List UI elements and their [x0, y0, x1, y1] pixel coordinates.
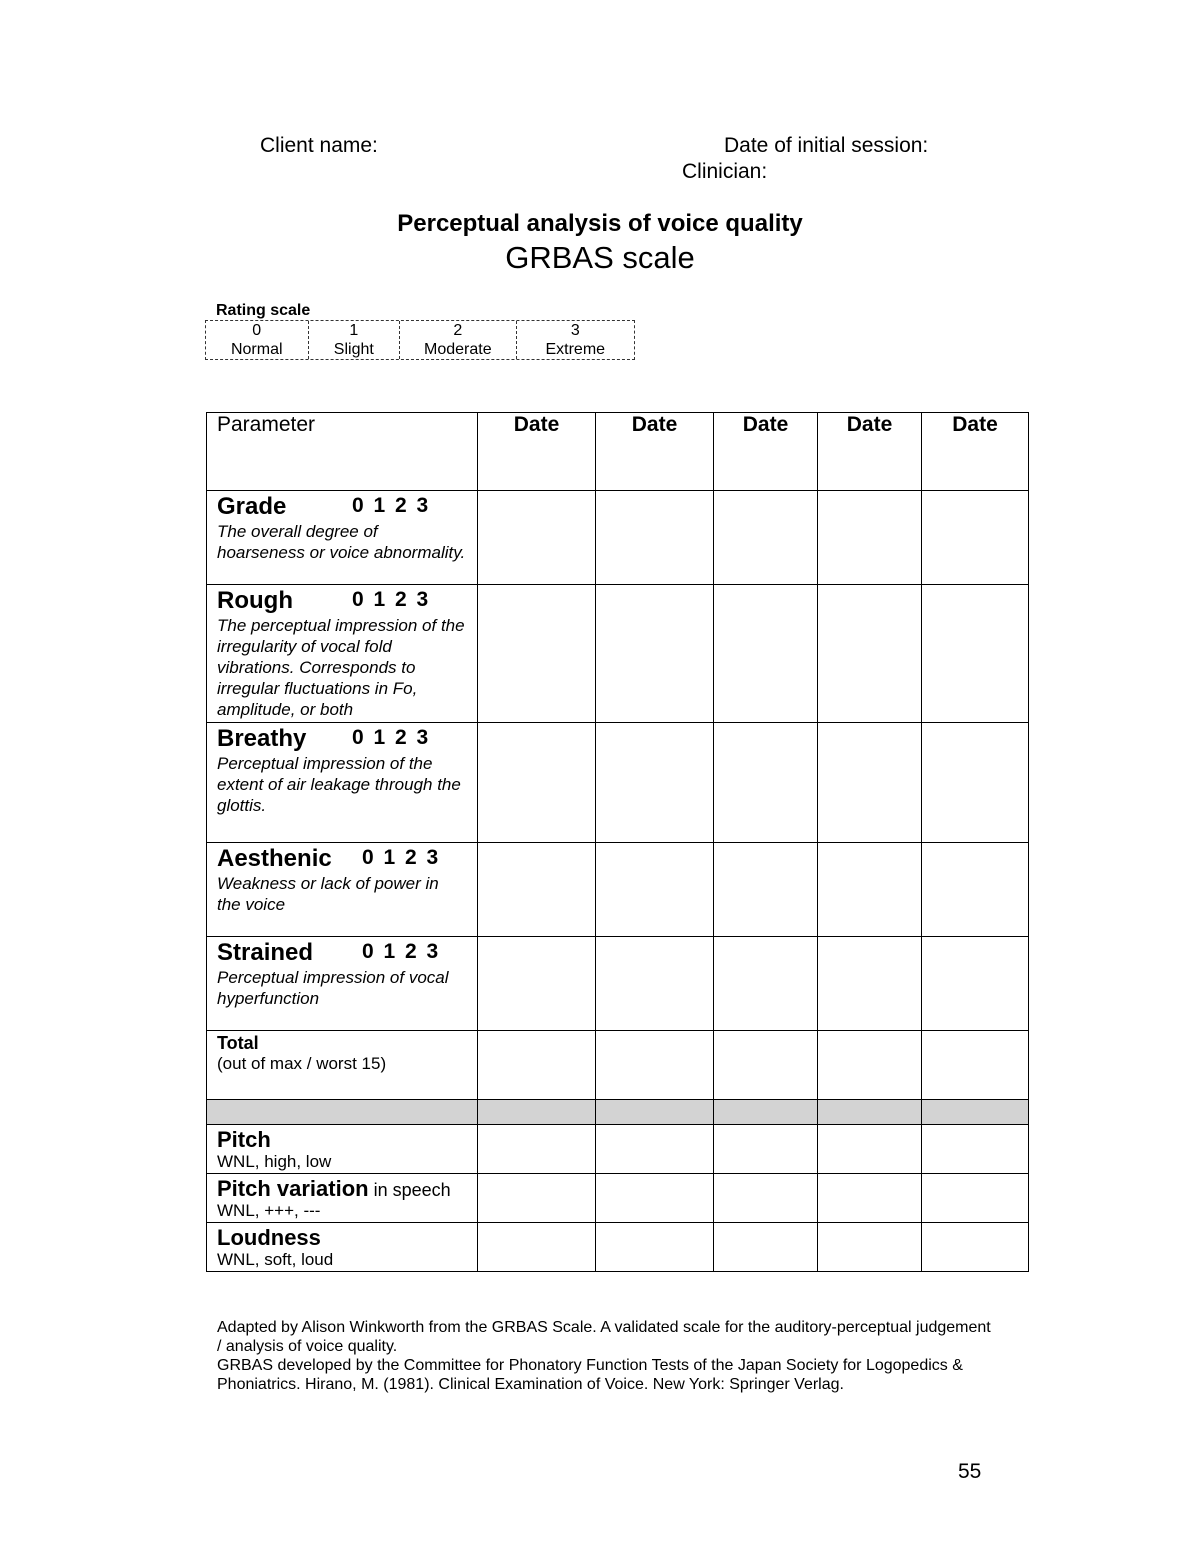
param-aesthenic-cell	[207, 843, 478, 937]
separator-cell	[478, 1100, 596, 1125]
score-cell[interactable]	[714, 1031, 818, 1100]
date-header: Date	[596, 413, 714, 491]
rating-scale-box	[205, 320, 635, 360]
parameter-header: Parameter	[207, 413, 478, 491]
page-subtitle: GRBAS scale	[505, 240, 695, 275]
param-scale: 0 1 2 3	[362, 940, 441, 963]
score-cell[interactable]	[478, 585, 596, 723]
score-cell[interactable]	[922, 937, 1029, 1031]
initial-session-date-label: Date of initial session:	[724, 134, 929, 157]
score-cell[interactable]	[596, 1031, 714, 1100]
score-cell[interactable]	[818, 723, 922, 843]
total-row	[207, 1031, 1029, 1100]
separator-cell	[818, 1100, 922, 1125]
table-row	[207, 937, 1029, 1031]
param-scale: 0 1 2 3	[352, 494, 431, 517]
extra-suffix: in speech	[368, 1180, 451, 1200]
rating-level-1: 1 Slight	[309, 321, 401, 359]
score-cell[interactable]	[714, 843, 818, 937]
score-cell[interactable]	[596, 491, 714, 585]
score-cell[interactable]	[922, 723, 1029, 843]
grbas-table	[206, 412, 1029, 1272]
score-cell[interactable]	[714, 1223, 818, 1272]
extra-description: WNL, high, low	[217, 1152, 332, 1171]
param-name: Breathy	[217, 725, 307, 752]
param-description: Weakness or lack of power in the voice	[217, 874, 439, 914]
loudness-cell	[207, 1223, 478, 1272]
table-row	[207, 491, 1029, 585]
extra-title: Pitch variation	[217, 1176, 369, 1201]
param-grade-cell	[207, 491, 478, 585]
param-scale: 0 1 2 3	[352, 588, 431, 611]
table-row	[207, 843, 1029, 937]
pitch-variation-cell	[207, 1174, 478, 1223]
score-cell[interactable]	[596, 723, 714, 843]
score-cell[interactable]	[478, 491, 596, 585]
separator-cell	[714, 1100, 818, 1125]
score-cell[interactable]	[922, 843, 1029, 937]
clinician-label: Clinician:	[682, 160, 768, 183]
score-cell[interactable]	[714, 723, 818, 843]
separator-row	[207, 1100, 1029, 1125]
param-name: Strained	[217, 939, 314, 966]
score-cell[interactable]	[818, 1223, 922, 1272]
footer-citation	[217, 1318, 997, 1394]
score-cell[interactable]	[478, 1125, 596, 1174]
score-cell[interactable]	[818, 1174, 922, 1223]
score-cell[interactable]	[478, 723, 596, 843]
table-row	[207, 585, 1029, 723]
score-cell[interactable]	[922, 1174, 1029, 1223]
param-strained-cell	[207, 937, 478, 1031]
separator-cell	[922, 1100, 1029, 1125]
extra-description: WNL, soft, loud	[217, 1250, 334, 1269]
score-cell[interactable]	[818, 843, 922, 937]
extra-title: Loudness	[217, 1225, 321, 1250]
score-cell[interactable]	[922, 491, 1029, 585]
date-header: Date	[714, 413, 818, 491]
score-cell[interactable]	[596, 843, 714, 937]
score-cell[interactable]	[714, 1174, 818, 1223]
date-header: Date	[922, 413, 1029, 491]
param-description: Perceptual impression of vocal hyperfunction	[217, 968, 449, 1008]
total-cell	[207, 1031, 478, 1100]
score-cell[interactable]	[818, 1031, 922, 1100]
score-cell[interactable]	[818, 491, 922, 585]
score-cell[interactable]	[818, 585, 922, 723]
rating-level-3: 3 Extreme	[545, 322, 606, 358]
score-cell[interactable]	[714, 491, 818, 585]
param-breathy-cell	[207, 723, 478, 843]
table-row	[207, 1174, 1029, 1223]
score-cell[interactable]	[478, 1174, 596, 1223]
score-cell[interactable]	[596, 1125, 714, 1174]
param-scale: 0 1 2 3	[362, 846, 441, 869]
score-cell[interactable]	[922, 1031, 1029, 1100]
score-cell[interactable]	[818, 1125, 922, 1174]
param-description: Perceptual impression of the extent of air leakage through the glottis.	[217, 754, 461, 815]
score-cell[interactable]	[714, 937, 818, 1031]
separator-cell	[207, 1100, 478, 1125]
score-cell[interactable]	[596, 585, 714, 723]
table-row	[207, 1223, 1029, 1272]
score-cell[interactable]	[478, 1223, 596, 1272]
param-rough-cell	[207, 585, 478, 723]
param-description: The overall degree of hoarseness or voice abnormality.	[217, 522, 466, 562]
table-row	[207, 1125, 1029, 1174]
score-cell[interactable]	[922, 1223, 1029, 1272]
param-scale: 0 1 2 3	[352, 726, 431, 749]
score-cell[interactable]	[478, 843, 596, 937]
score-cell[interactable]	[922, 1125, 1029, 1174]
date-header: Date	[478, 413, 596, 491]
total-description: (out of max / worst 15)	[217, 1054, 387, 1073]
page-number: 55	[958, 1460, 982, 1483]
page-title: Perceptual analysis of voice quality	[397, 210, 803, 237]
param-name: Rough	[217, 587, 293, 614]
score-cell[interactable]	[596, 1223, 714, 1272]
rating-level-0: 0 Normal	[206, 321, 309, 359]
param-name: Aesthenic	[217, 845, 332, 872]
score-cell[interactable]	[478, 937, 596, 1031]
score-cell[interactable]	[818, 937, 922, 1031]
date-header: Date	[818, 413, 922, 491]
rating-level-2: 2 Moderate	[400, 321, 516, 359]
score-cell[interactable]	[596, 937, 714, 1031]
footer-line-1: Adapted by Alison Winkworth from the GRBAS Scale. A validated scale for the auditory-perceptual judgement / analysis of voice quality.	[217, 1319, 991, 1355]
score-cell[interactable]	[478, 1031, 596, 1100]
separator-cell	[596, 1100, 714, 1125]
score-cell[interactable]	[596, 1174, 714, 1223]
extra-title: Pitch	[217, 1127, 271, 1152]
param-name: Grade	[217, 493, 287, 520]
score-cell[interactable]	[714, 585, 818, 723]
param-description: The perceptual impression of the irregularity of vocal fold vibrations. Corresponds to irregular fluctuations in Fo, amplitude, or both	[217, 616, 465, 719]
total-title: Total	[217, 1033, 259, 1053]
pitch-cell	[207, 1125, 478, 1174]
rating-scale-label: Rating scale	[216, 302, 311, 319]
extra-description: WNL, +++, ---	[217, 1201, 321, 1220]
score-cell[interactable]	[922, 585, 1029, 723]
client-name-label: Client name:	[260, 134, 378, 157]
table-row	[207, 723, 1029, 843]
table-header-row	[207, 413, 1029, 491]
footer-line-2: GRBAS developed by the Committee for Phonatory Function Tests of the Japan Society for Logopedics & Phoniatrics. Hirano, M. (1981). Clinical Examination of Voice. New York: Springer Verlag.	[217, 1357, 963, 1393]
score-cell[interactable]	[714, 1125, 818, 1174]
